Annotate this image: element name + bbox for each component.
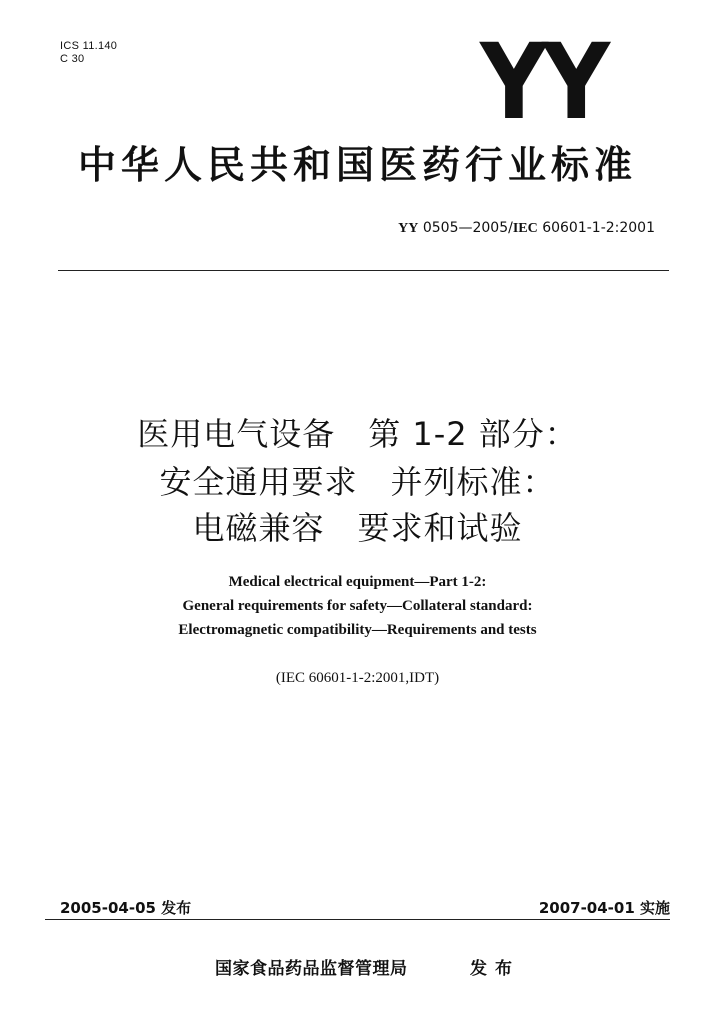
standard-number-iec-rest: 60601-1-2:2001: [537, 220, 655, 236]
english-title-line-1: Medical electrical equipment—Part 1-2:: [228, 574, 487, 590]
chinese-title-line-2: 安全通用要求 并列标准：: [159, 463, 556, 501]
chinese-title-line-1: 医用电气设备 第 1-2 部分：: [137, 415, 578, 453]
ccs-code: C 30: [60, 53, 85, 65]
standard-number-iec: IEC: [512, 221, 538, 236]
iec-identity: (IEC 60601-1-2:2001,IDT): [275, 670, 440, 686]
english-title-line-3: Electromagnetic compatibility—Requirements and tests: [178, 622, 537, 638]
yy-logo: YY: [480, 21, 605, 143]
publish-label: 发布: [470, 959, 520, 979]
publisher: 国家食品药品监督管理局: [215, 959, 408, 979]
implementation-date: 2007-04-01 实施: [538, 899, 670, 917]
standard-number-prefix: YY: [398, 221, 419, 236]
standard-number-rest: 0505—2005/: [418, 220, 513, 236]
header-divider: [58, 270, 669, 271]
issue-date: 2005-04-05 发布: [60, 899, 192, 917]
classification-codes: [60, 40, 117, 66]
chinese-title-line-3: 电磁兼容 要求和试验: [192, 509, 523, 547]
standard-number: [398, 219, 655, 238]
english-title-line-2: General requirements for safety—Collateral standard:: [182, 598, 533, 614]
standard-category-title: 中华人民共和国医药行业标准: [77, 143, 637, 187]
ics-code: ICS 11.140: [60, 40, 118, 52]
footer-divider: [45, 919, 670, 920]
